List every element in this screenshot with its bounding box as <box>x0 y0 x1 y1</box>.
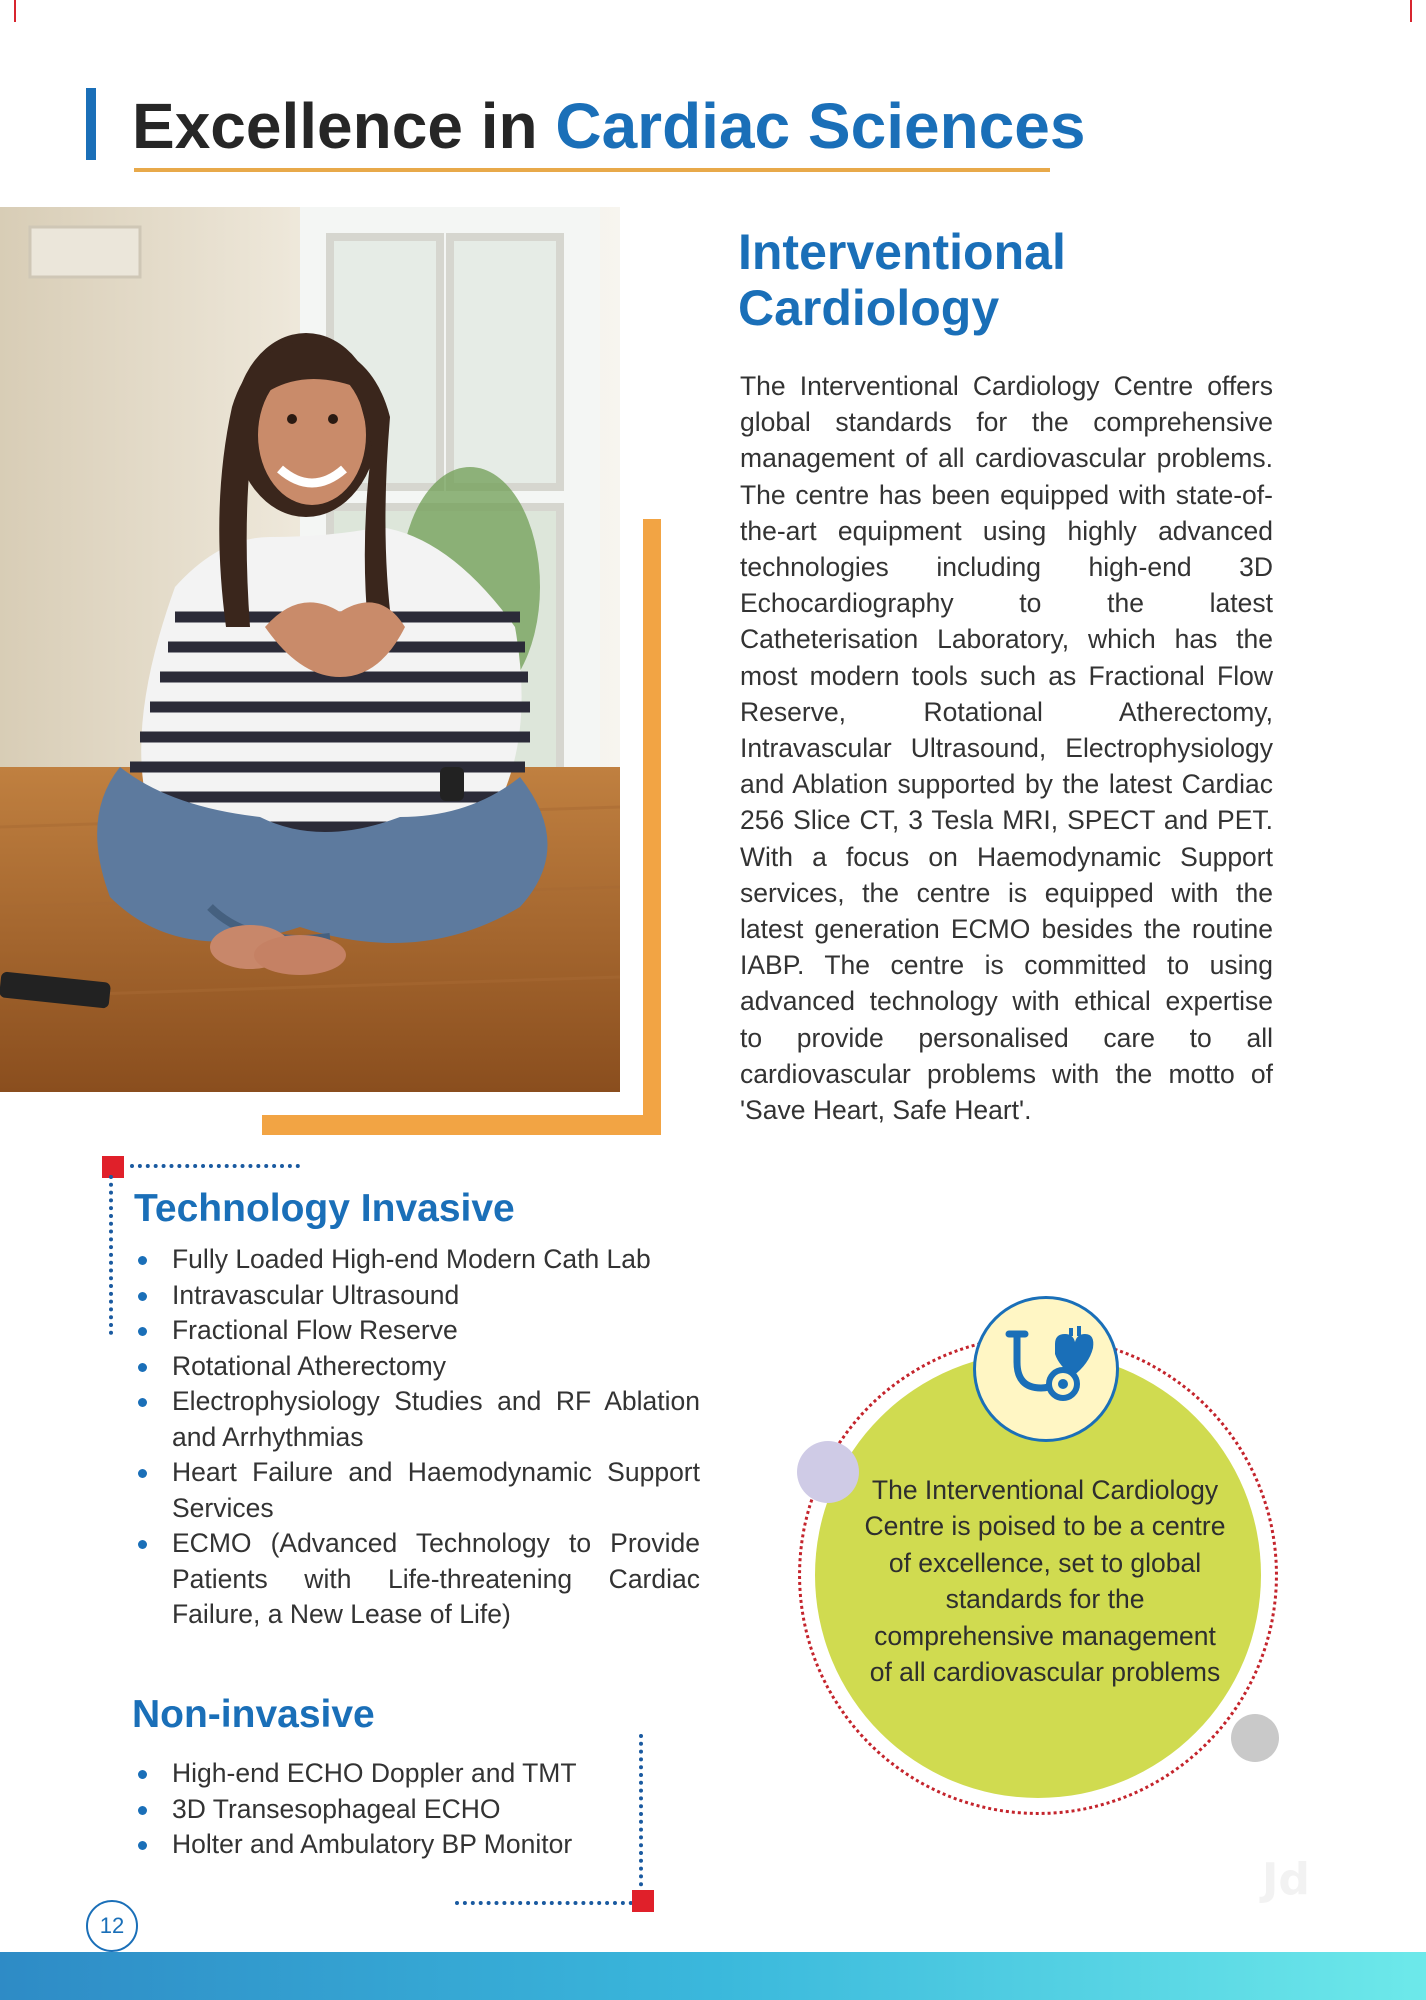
hero-photo-illustration <box>0 207 620 1092</box>
page-title-prefix: Excellence in <box>132 90 538 162</box>
callout-text: The Interventional Cardiology Centre is poised to be a centre of excellence, set to global standards for the comprehensive management of all cardiovascular problems <box>864 1475 1226 1688</box>
callout-icon-badge <box>973 1296 1119 1442</box>
list-item: High-end ECHO Doppler and TMT <box>134 1756 634 1792</box>
list-item: Fractional Flow Reserve <box>134 1313 700 1349</box>
list-item: Intravascular Ultrasound <box>134 1278 700 1314</box>
footer-band <box>0 1952 1426 2000</box>
watermark-logo: Jd <box>1262 1854 1310 1905</box>
list-item: Electrophysiology Studies and RF Ablation and Arrhythmias <box>134 1384 700 1455</box>
crop-mark-top-left <box>0 0 16 22</box>
red-marker-top <box>102 1156 124 1178</box>
technology-invasive-list <box>134 1242 700 1633</box>
decorative-bubble-grey <box>1231 1714 1279 1762</box>
interventional-heading <box>738 224 1298 336</box>
list-item: Heart Failure and Haemodynamic Support Services <box>134 1455 700 1526</box>
interventional-body: The Interventional Cardiology Centre offers global standards for the comprehensive management of all cardiovascular problems. The centre has been equipped with state-of-the-art equipment using highly advanced technologies including high-end 3D Echocardiography to the latest Catheterisation Laboratory, which has the most modern tools such as Fractional Flow Reserve, Rotational Atherectomy, Intravascular Ultrasound, Electrophysiology and Ablation supported by the latest Cardiac 256 Slice CT, 3 Tesla MRI, SPECT and PET. With a focus on Haemodynamic Support services, the centre is equipped with the latest generation ECMO besides the routine IABP. The centre is committed to using advanced technology with ethical expertise to provide personalised care to all cardiovascular problems with the motto of 'Save Heart, Safe Heart'. <box>740 371 1273 1126</box>
page-title-accent: Cardiac Sciences <box>555 90 1086 162</box>
interventional-heading-line1: Interventional <box>738 224 1066 280</box>
orange-frame-vertical <box>643 519 661 1135</box>
list-item: Holter and Ambulatory BP Monitor <box>134 1827 634 1863</box>
list-item: Fully Loaded High-end Modern Cath Lab <box>134 1242 700 1278</box>
title-accent-bar <box>86 88 96 160</box>
hero-photo <box>0 207 620 1092</box>
non-invasive-heading: Non-invasive <box>132 1693 375 1736</box>
title-underline <box>134 168 1050 172</box>
dotted-line-bottom-vertical <box>639 1734 643 1902</box>
orange-frame-horizontal <box>262 1115 661 1135</box>
decorative-bubble-lavender <box>797 1441 859 1503</box>
list-item: 3D Transesophageal ECHO <box>134 1792 634 1828</box>
non-invasive-list <box>134 1756 634 1863</box>
page-number: 12 <box>86 1900 138 1952</box>
red-marker-bottom <box>632 1890 654 1912</box>
technology-invasive-heading: Technology Invasive <box>134 1187 515 1230</box>
interventional-heading-line2: Cardiology <box>738 280 1000 336</box>
dotted-line-top-vertical <box>109 1175 113 1335</box>
stethoscope-heart-icon <box>991 1314 1101 1424</box>
crop-mark-top-right <box>1410 0 1426 22</box>
list-item: Rotational Atherectomy <box>134 1349 700 1385</box>
dotted-line-top-horizontal <box>130 1164 300 1168</box>
dotted-line-bottom-horizontal <box>455 1901 633 1905</box>
list-item: ECMO (Advanced Technology to Provide Patients with Life-threatening Cardiac Failure, a New Lease of Life) <box>134 1526 700 1633</box>
page-title <box>132 84 1085 168</box>
